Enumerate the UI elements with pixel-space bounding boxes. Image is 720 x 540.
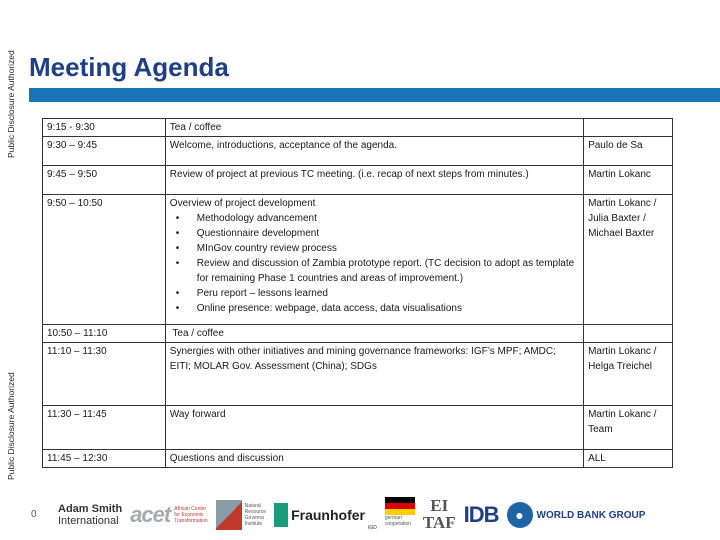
agenda-time: 9:30 – 9:45 (43, 137, 166, 166)
agenda-item: Welcome, introductions, acceptance of the agenda. (165, 137, 583, 166)
title-underline-bar (29, 88, 720, 102)
nrgi-logo: Natural Resource Governa Institute (216, 497, 266, 533)
globe-icon: ● (507, 502, 533, 528)
idb-logo: IDB (463, 502, 499, 527)
agenda-subitem: • Peru report – lessons learned (170, 286, 579, 301)
agenda-time: 9:15 - 9:30 (43, 119, 166, 137)
disclosure-stamp-top: Public Disclosure Authorized (6, 50, 16, 158)
page-title: Meeting Agenda (29, 52, 229, 82)
presenter-line: Martin Lokanc / (588, 346, 657, 357)
agenda-time: 10:50 – 11:10 (43, 325, 166, 343)
agenda-time: 9:45 – 9:50 (43, 166, 166, 195)
agenda-time: 11:10 – 11:30 (43, 343, 166, 406)
agenda-subitem: • Review and discussion of Zambia prototype report. (TC decision to adopt as template for remaining Phase 1 countries and areas of improvement.) (170, 256, 579, 286)
agenda-item (165, 195, 583, 325)
presenter-line: Julia Baxter / (588, 213, 646, 224)
agenda-presenter (584, 343, 673, 406)
agenda-time: 9:50 – 10:50 (43, 195, 166, 325)
agenda-subitem: • Methodology advancement (170, 211, 579, 226)
adam-smith-logo: Adam Smith International (58, 503, 123, 527)
agenda-row (43, 137, 673, 166)
partner-logo-bar (58, 497, 716, 533)
world-bank-group-logo: ● WORLD BANK GROUP (507, 497, 646, 533)
fraunhofer-mark-icon (274, 503, 288, 527)
presenter-line: Helga Treichel (588, 361, 652, 372)
agenda-presenter: ALL (584, 450, 673, 468)
agenda-item-heading: Overview of project development (169, 198, 316, 209)
presenter-line: Martin Lokanc / (588, 198, 657, 209)
nrgi-mark-icon (216, 500, 242, 530)
agenda-item: Way forward (165, 406, 583, 450)
agenda-row (43, 119, 673, 137)
agenda-row (43, 325, 673, 343)
agenda-table (42, 118, 673, 468)
german-flag-icon (385, 497, 415, 515)
agenda-presenter: Martin Lokanc (584, 166, 673, 195)
agenda-item: Tea / coffee (165, 119, 583, 137)
agenda-row (43, 195, 673, 325)
german-cooperation-logo: german cooperation (385, 497, 415, 533)
presenter-line: Team (588, 424, 613, 435)
agenda-time: 11:30 – 11:45 (43, 406, 166, 450)
agenda-presenter (584, 406, 673, 450)
agenda-item: Synergies with other initiatives and mining governance frameworks: IGF’s MPF; AMDC; EITI; MOLAR Gov. Assessment (China); SDGs (165, 343, 583, 406)
agenda-item: Tea / coffee (165, 325, 583, 343)
agenda-subitem: • Online presence: webpage, data access, data visualisations (170, 301, 579, 316)
agenda-item: Questions and discussion (165, 450, 583, 468)
agenda-presenter (584, 195, 673, 325)
agenda-item: Review of project at previous TC meeting. (i.e. recap of next steps from minutes.) (165, 166, 583, 195)
agenda-presenter: Paulo de Sa (584, 137, 673, 166)
ei-taf-logo: EI TAF (422, 496, 456, 532)
page-number: 0 (31, 509, 37, 520)
agenda-row (43, 450, 673, 468)
fraunhofer-logo: Fraunhofer IGD (274, 497, 377, 533)
agenda-presenter (584, 325, 673, 343)
agenda-row (43, 406, 673, 450)
acet-logo: acet African Center for Economic Transformation (130, 502, 208, 527)
agenda-row (43, 166, 673, 195)
presenter-line: Martin Lokanc / (588, 409, 657, 420)
disclosure-stamp-bottom: Public Disclosure Authorized (6, 372, 16, 480)
agenda-row (43, 343, 673, 406)
agenda-presenter (584, 119, 673, 137)
agenda-subitems (170, 211, 579, 316)
agenda-time: 11:45 – 12:30 (43, 450, 166, 468)
agenda-subitem: • Questionnaire development (170, 226, 579, 241)
presenter-line: Michael Baxter (588, 228, 655, 239)
agenda-subitem: • MInGov country review process (170, 241, 579, 256)
